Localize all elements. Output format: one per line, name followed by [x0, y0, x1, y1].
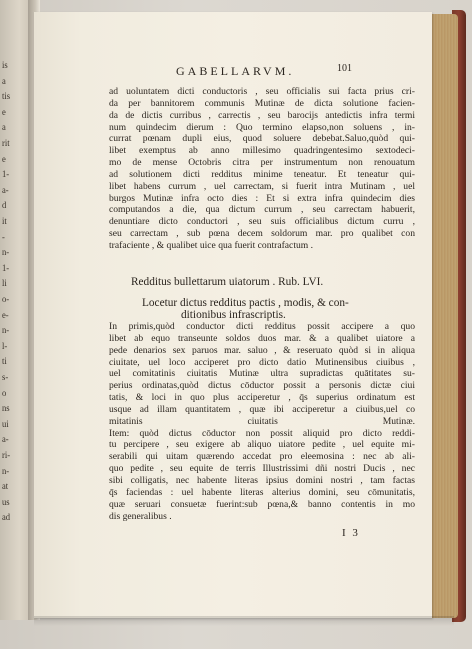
left-page-fragment: a- — [2, 184, 9, 195]
page-edges — [428, 14, 458, 618]
left-page-fragment: tis — [2, 91, 11, 102]
left-page-fragment: - — [2, 231, 5, 242]
left-page-fragment: n- — [2, 465, 10, 476]
paragraph-1-line: libet habens currum , uel carrectam, si fuerit intra Mutinam , uel — [109, 180, 415, 192]
left-page-fragment: o- — [2, 294, 10, 304]
left-page-fragment: s- — [2, 372, 9, 382]
paragraph-1-line: libet exemptus ab anno millesimo quadringentesimo sextodeci- — [109, 145, 415, 157]
subheading-line-2: ditionibus infrascriptis. — [181, 309, 286, 321]
paragraph-2-line: tatis, & loci in quo plus acciperetur , q̄s superius ordinatum est — [109, 392, 415, 404]
paragraph-2-line: ciuitate, uel loco acciperet pro dicto datio Mutinensibus ciuibus , — [109, 356, 415, 368]
paragraph-2-line: quo pedite , seu equite de terris Illustrissimi dñi nostri Ducis , nec — [109, 463, 415, 475]
paragraph-1-line: ad uoluntatem dicti conductoris , seu officialis sui facta prius cri- — [109, 86, 415, 97]
left-page-fragment: ad — [2, 512, 11, 523]
left-page-fragment: at — [2, 481, 9, 492]
paragraph-1-line: da per bannitorem communis Mutinæ de dicta solutione facien- — [109, 97, 415, 109]
left-page-fragment: l- — [2, 340, 8, 351]
left-page-fragment: rit — [2, 138, 10, 148]
paragraph-2-line: Item: quòd dictus cōductor non possit aliquid pro dicto reddi- — [109, 427, 415, 439]
paragraph-2-line: perius ordinatas,quòd dictus cōductor possit a personis dictæ ciui — [109, 380, 415, 392]
left-page-fragment: 1- — [2, 169, 10, 180]
paragraph-2-line: quæ seruari consuetæ fuerint:sub pœna,& banno contentis in mo — [109, 498, 415, 510]
paragraph-1-line: ad solutionem dicti redditus minime teneatur. Et teneatur qui- — [109, 168, 415, 180]
left-page-fragment: a- — [2, 434, 9, 445]
left-page-fragment: a — [2, 75, 6, 86]
paragraph-1-line: mo de mense Octobris citra per instrumentum non renouatum — [109, 157, 415, 169]
paragraph-1-line: computandos a die, qua dictum currum , seu carrectam habuerit, — [109, 204, 415, 216]
paragraph-2-line: libet ab equo transeunte soldos duos mar. & a qualibet uiatore a — [109, 332, 415, 344]
right-page — [34, 12, 432, 618]
paragraph-1-line: burgos Mutinæ infra octo dies : Et si extra infra quindecim dies — [109, 192, 415, 204]
paragraph-2-line: tu percipere , seu exigere ab aliquo uiatore pedite , uel equite mi- — [109, 439, 415, 451]
paragraph-1-line: num quindecim dierum : Quo termino elapso,non soluens , in- — [109, 121, 415, 133]
paragraph-2-line: usque ad illam quantitatem , quæ ibi acciperetur a ciuibus,uel co — [109, 403, 415, 415]
paragraph-2-line: dis generalibus . — [109, 510, 172, 522]
left-page-fragment: ri- — [2, 450, 11, 460]
left-page-fragment: ti — [2, 356, 7, 367]
left-page-fragment: 1- — [2, 262, 10, 273]
paragraph-2-line: In primis,quòd conductor dicti redditus possit accipere a quo — [109, 321, 415, 332]
left-page-fragment: e- — [2, 309, 9, 320]
paragraph-2-line: sibi colligatis, nec habente literas ipsius domini nostri , tam factas — [109, 474, 415, 486]
subheading-line-1: Locetur dictus redditus pactis , modis, & con- — [142, 297, 349, 309]
page-shadow — [34, 616, 454, 626]
left-page-fragment: e — [2, 106, 6, 117]
paragraph-2-line: q̄s faciendas : uel habente literas alterius domini, seu cōmunitatis, — [109, 486, 415, 498]
paragraph-2-line: mitatinis ciuitatis Mutinæ. — [109, 415, 415, 427]
paragraph-2-line: uel comitatinis ciuitatis Mutinæ ultra supradictas quātitates su- — [109, 368, 415, 380]
paragraph-2-line: pede denarios sex paruos mar. saluo , & reseruato quòd si in aliqua — [109, 344, 415, 356]
folio-number: 101 — [337, 63, 352, 74]
running-head: GABELLARVM. — [176, 64, 295, 78]
paragraph-1-line: da de dictis curribus , carrectis , seu barocijs antedictis infra termi — [109, 109, 415, 121]
paragraph-2 — [109, 321, 415, 522]
left-page-fragment: li — [2, 278, 7, 289]
left-page-fragment: it — [2, 216, 7, 226]
left-page-fragment: ui — [2, 418, 9, 429]
rubric-heading: Redditus bullettarum uiatorum . Rub. LVI. — [131, 276, 324, 288]
left-page-fragment: n- — [2, 325, 10, 336]
paragraph-1-line: currat pœnam dupli eius, quod soluere debebat.Saluo,quòd qui- — [109, 133, 415, 145]
left-page-fragment: n- — [2, 247, 10, 258]
left-page-fragment: d — [2, 200, 7, 211]
left-page-fragment: a — [2, 122, 6, 133]
paragraph-1-line: trafaciente , & qualibet uice qua fuerit contrafactum . — [109, 239, 314, 251]
left-page-fragment: ns — [2, 403, 10, 414]
left-page-fragment: o — [2, 387, 7, 398]
left-page-fragment: e — [2, 153, 6, 164]
paragraph-1 — [109, 86, 415, 252]
paragraph-1-line: denuntiare dicto conductori , seu suis officialibus dictum curru , — [109, 216, 415, 228]
left-page-fragment: is — [2, 60, 8, 70]
signature-mark: I 3 — [342, 527, 360, 539]
paragraph-2-line: serabili qui uitam quærendo accedat pro eleemosina : nec ab ali- — [109, 451, 415, 463]
paragraph-1-line: seu carrectam , sub pœna decem soldorum mar. pro qualibet con — [109, 228, 415, 240]
left-page-fragment: us — [2, 496, 10, 507]
